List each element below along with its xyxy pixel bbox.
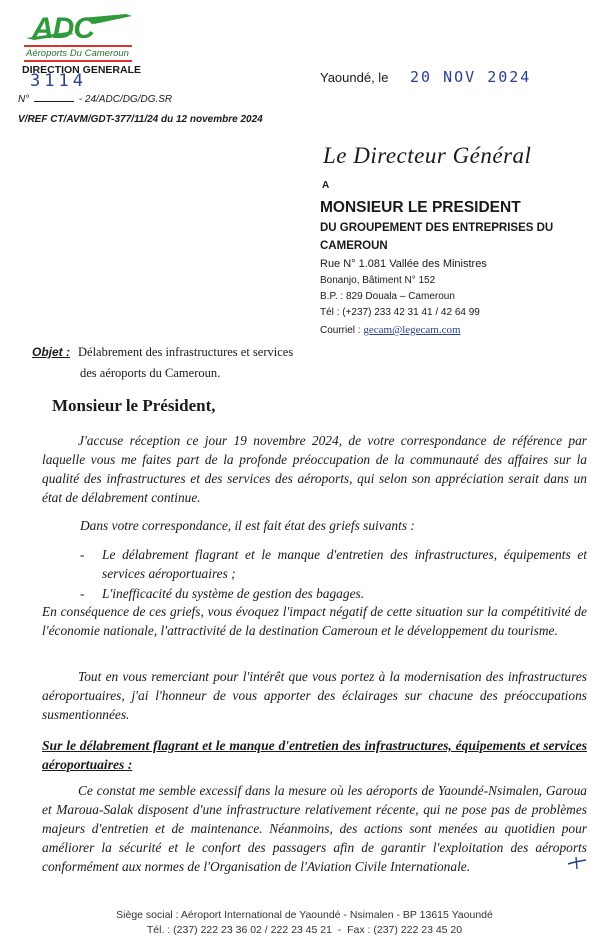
paragraph-1 <box>42 431 587 507</box>
paragraph-4-text: Tout en vous remerciant pour l'intérêt que vous portez à la modernisation des infrastructures aéroportuaires, j'ai l'honneur de vous apporter des éclairages sur chacune des préoccupations susmentionnées. <box>42 669 587 722</box>
recipient-prefix: A <box>322 180 330 191</box>
recipient-address-line4: Tél : (+237) 233 42 31 41 / 42 64 99 <box>320 307 480 318</box>
logo-underline-top <box>24 45 132 47</box>
footer-address: Siège social : Aéroport International de Yaoundé - Nsimalen - BP 13615 Yaoundé <box>116 909 493 921</box>
recipient-org-line1: DU GROUPEMENT DES ENTREPRISES DU <box>320 222 554 234</box>
recipient-address-line3: B.P. : 829 Douala – Cameroun <box>320 291 455 302</box>
logo-caption: Aéroports Du Cameroun <box>26 48 129 59</box>
bullet-text: L'inefficacité du système de gestion des bagages. <box>102 586 365 601</box>
recipient-name: MONSIEUR LE PRESIDENT <box>320 199 521 216</box>
list-item <box>80 545 587 583</box>
paragraph-5-text: Ce constat me semble excessif dans la mesure où les aéroports de Yaoundé-Nsimalen, Garoua et Maroua-Salak disposent d'une infrastructure relativement récente, qui ne pose pas de problèmes majeurs d'entretien et de maintenance. Néanmoins, des actions sont menées au quotidien pour améliorer la sécurité et le confort des passagers afin de garantir l'exploitation des aéroports conformément aux normes de l'Organisation de l'Aviation Civile Internationale. <box>42 783 587 874</box>
recipient-org-line2: CAMEROUN <box>320 240 388 252</box>
bullet-mark: - <box>80 547 85 562</box>
email-label: Courriel : <box>320 325 361 336</box>
grievance-list <box>80 545 587 603</box>
subject-block <box>32 343 332 381</box>
paragraph-2: Dans votre correspondance, il est fait état des griefs suivants : <box>80 518 415 533</box>
adc-logo <box>22 12 134 60</box>
paragraph-3: En conséquence de ces griefs, vous évoquez l'impact négatif de cette situation sur la compétitivité de l'économie nationale, l'attractivité de la destination Cameroun et le développement du tourisme. <box>42 604 587 638</box>
recipient-address-line1: Rue N° 1.081 Vallée des Ministres <box>320 258 487 270</box>
date-stamp: 20 NOV 2024 <box>410 68 532 86</box>
reference-number <box>18 94 172 105</box>
ref-number-suffix: - 24/ADC/DG/DG.SR <box>78 94 173 105</box>
recipient-email-row <box>320 324 461 336</box>
subject-label: Objet : <box>32 345 70 359</box>
logo-letters: ADC <box>32 12 94 45</box>
paragraph-4 <box>42 667 587 724</box>
recipient-address-line2: Bonanjo, Bâtiment N° 152 <box>320 275 436 286</box>
paragraph-1-text: J'accuse réception ce jour 19 novembre 2024, de votre correspondance de référence par laquelle vous me faites part de la profonde préoccupation de la communauté des affaires sur la qualité des infrastructures et des services des aéroports, qui selon son appréciation serait dans un état de délabrement continue. <box>42 433 587 505</box>
ref-number-prefix: N° <box>18 94 30 105</box>
paragraph-5 <box>42 781 587 876</box>
sender-title: Le Directeur Général <box>323 143 532 168</box>
footer-contacts: Tél. : (237) 222 23 36 02 / 222 23 45 21 - Fax : (237) 222 23 45 20 <box>146 924 463 936</box>
recipient-email-link[interactable]: gecam@legecam.com <box>363 324 461 336</box>
bullet-text: Le délabrement flagrant et le manque d'entretien des infrastructures, équipements et services aéroportuaires ; <box>102 547 587 581</box>
subject-line2: des aéroports du Cameroun. <box>80 366 221 380</box>
list-item <box>80 584 587 603</box>
place-date-label: Yaoundé, le <box>320 70 389 85</box>
ref-number-blank <box>34 101 74 102</box>
stamp-number: 3114 <box>30 71 87 91</box>
subject-line1: Délabrement des infrastructures et services <box>78 345 294 359</box>
vref-line: V/REF CT/AVM/GDT-377/11/24 du 12 novembre 2024 <box>18 114 263 125</box>
logo-underline-bottom <box>24 60 132 62</box>
salutation: Monsieur le Président, <box>52 396 216 415</box>
department-name: DIRECTION GENERALE <box>22 64 142 76</box>
handwritten-mark-icon <box>566 855 588 871</box>
bullet-mark: - <box>80 586 85 601</box>
section-heading: Sur le délabrement flagrant et le manque d'entretien des infrastructures, équipements et services aéroportuaires : <box>42 738 587 772</box>
